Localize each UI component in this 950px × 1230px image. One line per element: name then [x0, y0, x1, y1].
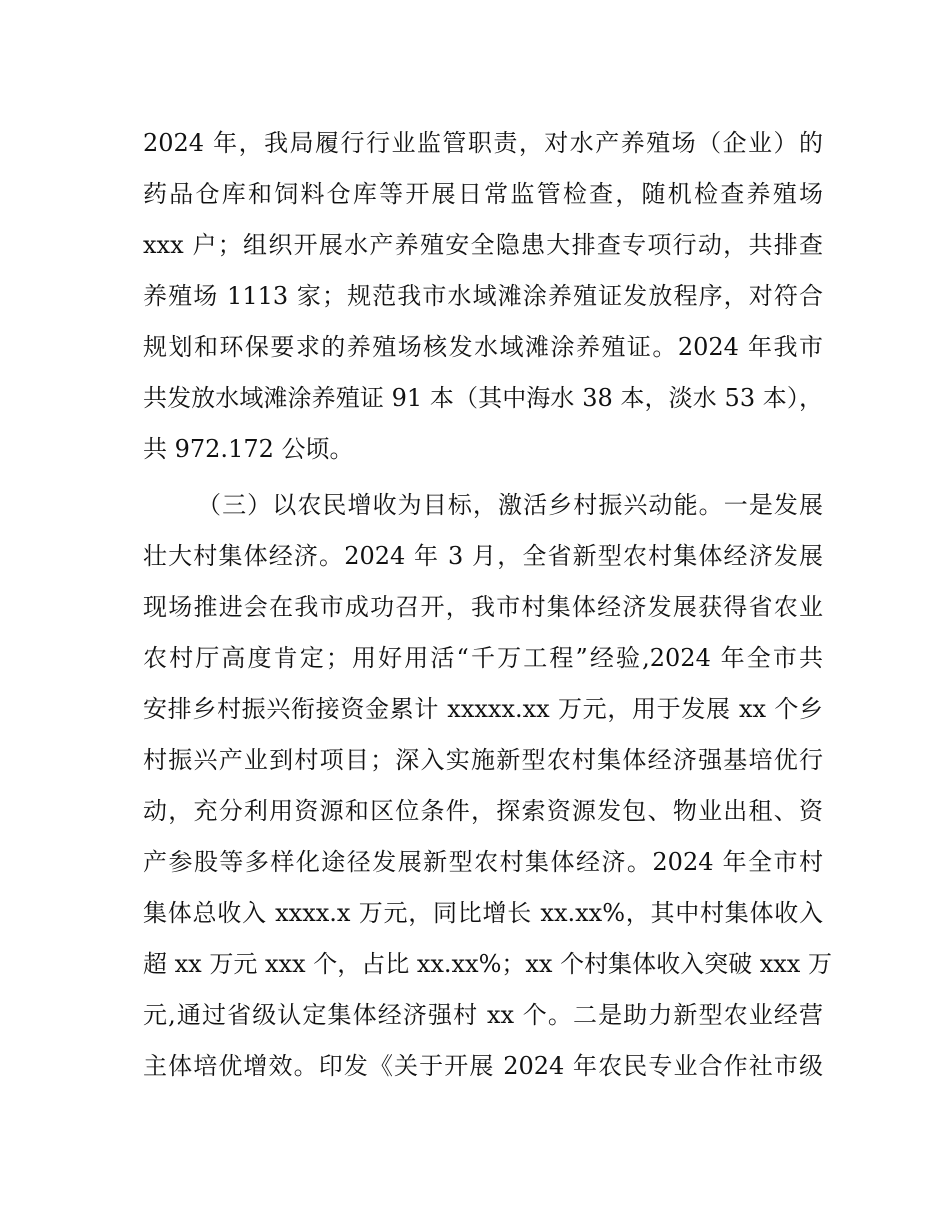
text-line: xxx 户；组织开展水产养殖安全隐患大排查专项行动，共排查 — [143, 231, 823, 259]
text-line: 安排乡村振兴衔接资金累计 xxxxx.xx 万元，用于发展 xx 个乡 — [143, 695, 823, 723]
text-line: 养殖场 1113 家；规范我市水域滩涂养殖证发放程序，对符合 — [143, 282, 823, 310]
text-line: 农村厅高度肯定；用好用活“千万工程”经验,2024 年全市共 — [143, 644, 823, 672]
text-line: 元,通过省级认定集体经济强村 xx 个。二是助力新型农业经营 — [143, 1001, 823, 1029]
paragraph-farmer-income — [143, 480, 832, 1092]
text-line: 壮大村集体经济。2024 年 3 月，全省新型农村集体经济发展 — [143, 542, 823, 570]
text-line: 现场推进会在我市成功召开，我市村集体经济发展获得省农业 — [143, 593, 823, 621]
text-line: 药品仓库和饲料仓库等开展日常监管检查，随机检查养殖场 — [143, 180, 823, 208]
text-line: 村振兴产业到村项目；深入实施新型农村集体经济强基培优行 — [143, 746, 823, 774]
text-line: 动，充分利用资源和区位条件，探索资源发包、物业出租、资 — [143, 797, 823, 825]
text-line: 共发放水域滩涂养殖证 91 本（其中海水 38 本，淡水 53 本）， — [143, 384, 823, 412]
text-line: 主体培优增效。印发《关于开展 2024 年农民专业合作社市级 — [143, 1052, 823, 1080]
text-line: （三）以农民增收为目标，激活乡村振兴动能。一是发展 — [197, 491, 823, 519]
paragraph-aquaculture-supervision — [143, 118, 823, 475]
text-line: 产参股等多样化途径发展新型农村集体经济。2024 年全市村 — [143, 848, 823, 876]
text-line: 共 972.172 公顷。 — [143, 435, 354, 463]
text-line: 2024 年，我局履行行业监管职责，对水产养殖场（企业）的 — [143, 129, 823, 157]
text-line: 超 xx 万元 xxx 个，占比 xx.xx%；xx 个村集体收入突破 xxx 万 — [143, 950, 832, 978]
text-line: 规划和环保要求的养殖场核发水域滩涂养殖证。2024 年我市 — [143, 333, 823, 361]
text-line: 集体总收入 xxxx.x 万元，同比增长 xx.xx%，其中村集体收入 — [143, 899, 823, 927]
